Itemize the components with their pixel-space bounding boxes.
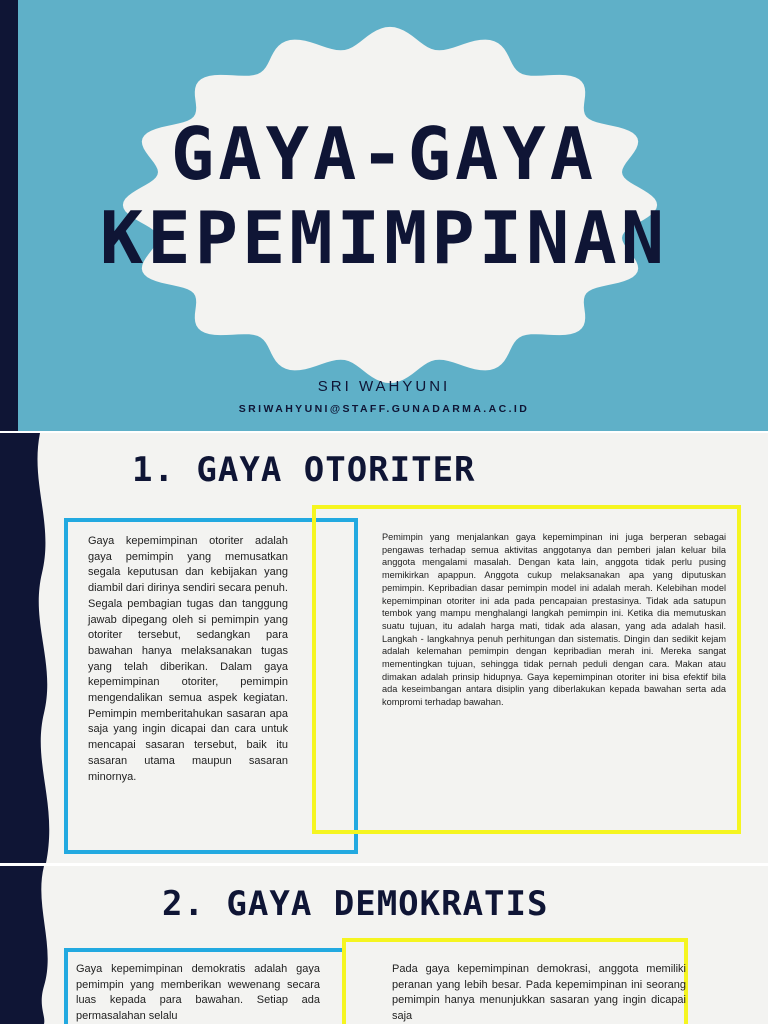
cover-email: SRIWAHYUNI@STAFF.GUNADARMA.AC.ID — [238, 403, 530, 415]
otoriter-slide — [0, 433, 768, 863]
cover-author: SRI WAHYUNI — [317, 378, 451, 395]
cover-slide — [0, 0, 768, 431]
left-wave-decoration — [0, 433, 60, 863]
otoriter-definition-text: Gaya kepemimpinan otoriter adalah gaya pemimpin yang memusatkan segala keputusan dan kebijakan yang diambil dari dirinya sendiri secara penuh. Segala pembagian tugas dan tanggung jawab dipegang oleh si pemimpin yang otoriter tersebut, sedangkan para bawahan hanya melaksanakan tugas yang telah diberikan. Dalam gaya kepemimpinan otoriter, pemimpin mengendalikan semua aspek kegiatan. Pemimpin memberitahukan sasaran apa saja yang ingin dicapai dan cara untuk mencapai sasaran tersebut, baik itu sasaran utama maupun sasaran minornya. — [88, 535, 288, 783]
demokratis-slide — [0, 866, 768, 1024]
left-wave-decoration — [0, 866, 60, 1024]
section-heading-otoriter: 1. GAYA OTORITER — [132, 450, 476, 490]
section-heading-demokratis: 2. GAYA DEMOKRATIS — [162, 884, 549, 924]
demokratis-definition-text: Gaya kepemimpinan demokratis adalah gaya pemimpin yang memberikan wewenang secara luas kepada para bawahan. Setiap ada permasalahan selalu — [76, 963, 320, 1023]
otoriter-detail-text: Pemimpin yang menjalankan gaya kepemimpinan ini juga berperan sebagai pengawas terhadap semua aktivitas anggotanya dan pemberi jalan keluar bila anggota mengalami masalah. Dengan kata lain, anggota tidak perlu pusing memikirkan apappun. Anggota cukup melaksanakan apa yang diputuskan pemimpin. Kepribadian dasar pemimpin model ini adalah merah. Kelebihan model kepemimpinan otoriter ini ada pada pencapaian prestasinya. Tidak ada satupun tembok yang mampu menghalangi langkah pemimpin ini. Ketika dia memutuskan suatu tujuan, itu adalah harga mati, tidak ada alasan, yang ada adalah hasil. Langkah - langkahnya penuh perhitungan dan sistematis. Dingin dan sedikit kejam adalah kelemahan pemimpin dengan kepribadian merah ini. Mereka sangat mementingkan tujuan, sehingga tidak pernah peduli dengan cara. Makan atau dimakan adalah prinsip hidupnya. Gaya kepemimpinan otoriter ini bisa efektif bila ada keseimbangan antara disiplin yang diberlakukan kepada bawahan serta ada kompromi terhadap bawahan. — [382, 532, 726, 708]
cover-title-line1: GAYA-GAYA — [170, 112, 598, 196]
demokratis-detail-text: Pada gaya kepemimpinan demokrasi, anggota memiliki peranan yang lebih besar. Pada kepemimpinan ini seorang pemimpin hanya menunjukkan sasaran yang ingin dicapai saja — [392, 963, 686, 1023]
cover-title-line2: KEPEMIMPINAN — [99, 196, 669, 280]
